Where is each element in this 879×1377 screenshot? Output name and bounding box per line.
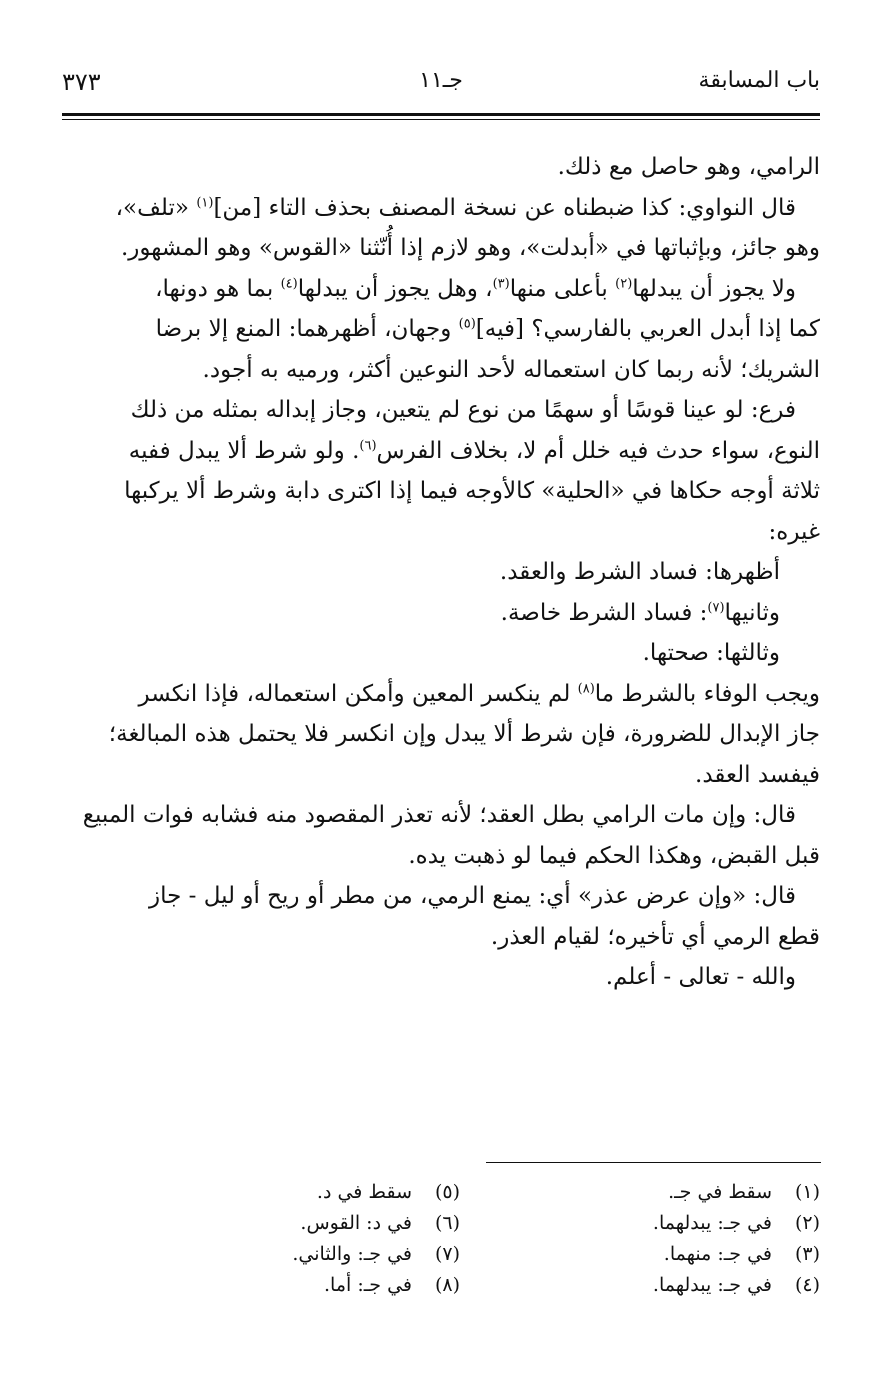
volume-label: جـ١١ xyxy=(419,68,463,93)
text-line: ولا يجوز أن يبدلها$^{(٢)}$ بأعلى منها$^{(٣)}$، وهل يجوز أن يبدلها$^{(٤)}$ بما هو دونها، xyxy=(155,275,796,302)
footnote-ref: (٦) xyxy=(359,437,377,453)
footnote-number: (٦) xyxy=(434,1212,460,1234)
footnote-ref: (١) xyxy=(196,194,214,210)
footnote-item xyxy=(520,1177,820,1208)
text-line: ويجب الوفاء بالشرط ما$^{(٨)}$ لم ينكسر المعين وأمكن استعماله، فإذا انكسر xyxy=(138,680,820,707)
footnote-number: (٨) xyxy=(434,1274,460,1296)
footnote-text: في جـ: والثاني. xyxy=(292,1243,412,1265)
text-line: وثانيها$^{(٧)}$: فساد الشرط خاصة. xyxy=(500,599,780,626)
text-line: قبل القبض، وهكذا الحكم فيما لو ذهبت يده. xyxy=(408,842,820,869)
running-header xyxy=(62,62,820,102)
footnote-column-right xyxy=(520,1177,820,1301)
text-line: وثالثها: صحتها. xyxy=(642,640,780,666)
footnote-text: في د: القوس. xyxy=(300,1212,412,1234)
footnote-separator xyxy=(486,1162,821,1163)
text-line: النوع، سواء حدث فيه خلل أم لا، بخلاف الفرس$^{(٦)}$. ولو شرط ألا يبدل ففيه xyxy=(128,437,820,464)
footnote-text: في جـ: أما. xyxy=(324,1274,412,1296)
footnote-item xyxy=(160,1177,460,1208)
text-line: كما إذا أبدل العربي بالفارسي؟ [فيه]$^{(٥)}$ وجهان، أظهرهما: المنع إلا برضا xyxy=(155,316,820,342)
text-line: قال: وإن مات الرامي بطل العقد؛ لأنه تعذر المقصود منه فشابه فوات المبيع xyxy=(82,802,796,828)
footnote-number: (٧) xyxy=(434,1243,460,1265)
text-line: ثلاثة أوجه حكاها في «الحلية» كالأوجه فيما إذا اكترى دابة وشرط ألا يركبها xyxy=(124,478,820,504)
text-line: أظهرها: فساد الشرط والعقد. xyxy=(499,559,780,585)
footnotes xyxy=(200,1177,820,1307)
footnote-item xyxy=(160,1270,460,1301)
text-line: الرامي، وهو حاصل مع ذلك. xyxy=(557,154,820,180)
footnote-item xyxy=(160,1208,460,1239)
text-line: الشريك؛ لأنه ربما كان استعماله لأحد النوعين أكثر، ورميه به أجود. xyxy=(202,356,820,383)
footnote-ref: (٥) xyxy=(458,316,476,332)
header-rule-thick xyxy=(62,113,820,116)
text-line: غيره: xyxy=(768,518,820,545)
footnote-number: (٥) xyxy=(434,1181,460,1203)
footnote-ref: (٧) xyxy=(707,599,725,615)
footnote-number: (٣) xyxy=(794,1243,820,1265)
footnote-ref: (٢) xyxy=(615,275,633,291)
chapter-title: باب المسابقة xyxy=(698,68,820,93)
text-line: فيفسد العقد. xyxy=(695,761,820,788)
footnote-column-left xyxy=(160,1177,460,1301)
text-line: قال: «وإن عرض عذر» أي: يمنع الرمي، من مطر أو ريح أو ليل - جاز xyxy=(148,883,796,909)
page-number: ٣٧٣ xyxy=(62,68,101,96)
footnote-text: سقط في د. xyxy=(316,1181,412,1203)
footnote-text: في جـ: يبدلهما. xyxy=(652,1212,772,1234)
footnote-item xyxy=(520,1239,820,1270)
text-line: فرع: لو عينا قوسًا أو سهمًا من نوع لم يتعين، وجاز إبداله بمثله من ذلك xyxy=(130,397,796,423)
text-line: قطع الرمي أي تأخيره؛ لقيام العذر. xyxy=(490,923,820,950)
footnote-number: (٤) xyxy=(794,1274,820,1296)
footnote-item xyxy=(160,1239,460,1270)
header-rule-thin xyxy=(62,119,820,120)
footnote-ref: (٤) xyxy=(280,275,298,291)
footnote-item xyxy=(520,1270,820,1301)
text-line: والله - تعالى - أعلم. xyxy=(605,964,796,990)
footnote-ref: (٣) xyxy=(492,275,510,291)
text-line: وهو جائز، وبإثباتها في «أبدلت»، وهو لازم إذا أُنّثنا «القوس» وهو المشهور. xyxy=(121,235,820,261)
footnote-text: سقط في جـ. xyxy=(668,1181,772,1203)
footnote-number: (١) xyxy=(794,1181,820,1203)
footnote-text: في جـ: منهما. xyxy=(663,1243,772,1265)
text-line: قال النواوي: كذا ضبطناه عن نسخة المصنف بحذف التاء [من]$^{(١)}$ «تلف»، xyxy=(115,194,796,221)
main-text xyxy=(62,147,820,998)
text-line: جاز الإبدال للضرورة، فإن شرط ألا يبدل وإن انكسر فلا يحتمل هذه المبالغة؛ xyxy=(108,721,820,747)
footnote-number: (٢) xyxy=(794,1212,820,1234)
footnote-text: في جـ: يبدلهما. xyxy=(652,1274,772,1296)
footnote-item xyxy=(520,1208,820,1239)
footnote-ref: (٨) xyxy=(577,680,595,696)
